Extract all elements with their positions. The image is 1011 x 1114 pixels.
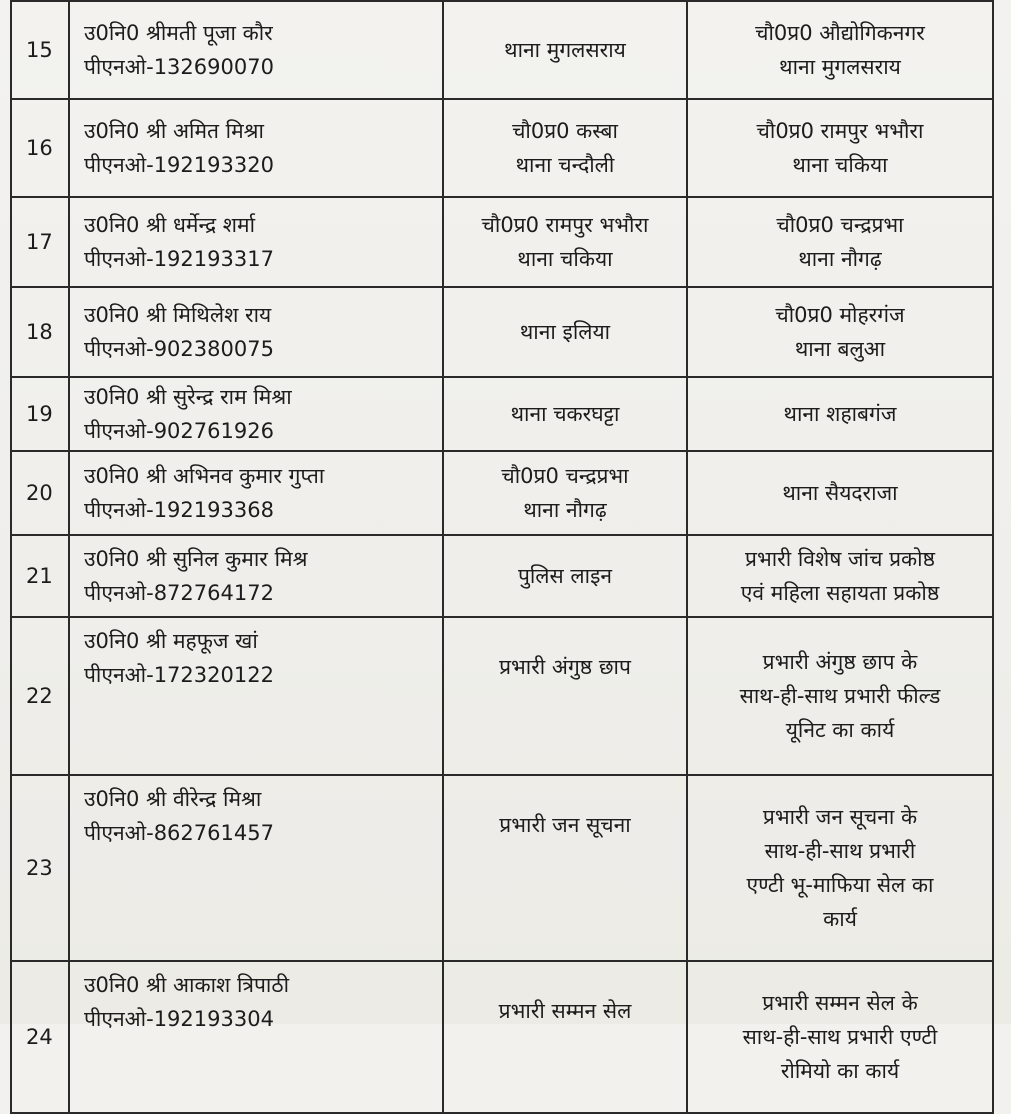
new-posting-line: प्रभारी अंगुष्ठ छाप के: [762, 650, 918, 674]
officer-name: उ0नि0 श्रीमती पूजा कौर: [84, 21, 273, 45]
current-posting-line: चौ0प्र0 रामपुर भभौरा: [481, 213, 649, 237]
new-posting-line: रोमियो का कार्य: [780, 1059, 900, 1083]
current-posting-line: थाना इलिया: [519, 320, 611, 344]
new-posting-line: चौ0प्र0 रामपुर भभौरा: [756, 119, 924, 143]
serial-number: 15: [11, 1, 69, 99]
current-posting: [443, 775, 687, 961]
officer-pno: पीएनओ-902761926: [84, 419, 274, 443]
officer-cell: [69, 535, 443, 617]
table-row: [11, 287, 993, 377]
officer-cell: [69, 451, 443, 535]
serial-number: 17: [11, 197, 69, 287]
current-posting-line: चौ0प्र0 कस्बा: [512, 119, 618, 143]
new-posting-line: थाना शहाबगंज: [783, 402, 897, 426]
officer-name: उ0नि0 श्री अभिनव कुमार गुप्ता: [84, 464, 325, 488]
new-posting-line: प्रभारी जन सूचना के: [762, 805, 918, 829]
table-row: [11, 1, 993, 99]
current-posting-line: चौ0प्र0 चन्द्रप्रभा: [501, 464, 629, 488]
current-posting-line: थाना चकिया: [517, 247, 613, 271]
current-posting-line: थाना चकरघट्टा: [510, 402, 620, 426]
new-posting: [687, 1, 993, 99]
new-posting: [687, 535, 993, 617]
table-row: [11, 617, 993, 775]
current-posting: [443, 617, 687, 775]
officer-cell: [69, 197, 443, 287]
serial-number: 18: [11, 287, 69, 377]
new-posting-line: थाना सैयदराजा: [782, 481, 898, 505]
new-posting-line: थाना चकिया: [792, 153, 888, 177]
new-posting-line: साथ-ही-साथ प्रभारी फील्ड: [739, 684, 941, 708]
new-posting: [687, 197, 993, 287]
officer-cell: [69, 287, 443, 377]
officer-name: उ0नि0 श्री धर्मेन्द्र शर्मा: [84, 213, 256, 237]
new-posting-line: चौ0प्र0 मोहरगंज: [775, 303, 905, 327]
current-posting: [443, 451, 687, 535]
new-posting-line: थाना बलुआ: [794, 337, 886, 361]
officer-name: उ0नि0 श्री अमित मिश्रा: [84, 119, 264, 143]
current-posting: [443, 287, 687, 377]
transfer-table: [10, 0, 994, 1114]
table-row: [11, 99, 993, 197]
table-row: [11, 961, 993, 1113]
serial-number: 22: [11, 617, 69, 775]
table-row: [11, 451, 993, 535]
new-posting-line: थाना नौगढ़: [798, 247, 882, 271]
table-row: [11, 377, 993, 451]
officer-pno: पीएनओ-172320122: [84, 663, 274, 687]
officer-pno: पीएनओ-902380075: [84, 337, 274, 361]
officer-pno: पीएनओ-192193317: [84, 247, 274, 271]
serial-number: 24: [11, 961, 69, 1113]
new-posting-line: प्रभारी सम्मन सेल के: [762, 991, 918, 1015]
officer-cell: [69, 377, 443, 451]
current-posting: [443, 535, 687, 617]
serial-number: 20: [11, 451, 69, 535]
new-posting-line: साथ-ही-साथ प्रभारी एण्टी: [742, 1025, 938, 1049]
new-posting: [687, 451, 993, 535]
officer-pno: पीएनओ-192193320: [84, 153, 274, 177]
current-posting-line: थाना नौगढ़: [523, 498, 607, 522]
new-posting-line: प्रभारी विशेष जांच प्रकोष्ठ: [745, 547, 935, 571]
officer-name: उ0नि0 श्री मिथिलेश राय: [84, 303, 272, 327]
new-posting-line: साथ-ही-साथ प्रभारी: [764, 839, 916, 863]
serial-number: 16: [11, 99, 69, 197]
new-posting: [687, 377, 993, 451]
current-posting-line: थाना मुगलसराय: [504, 38, 626, 62]
new-posting: [687, 99, 993, 197]
new-posting-line: थाना मुगलसराय: [779, 55, 901, 79]
officer-pno: पीएनओ-192193304: [84, 1007, 274, 1031]
officer-name: उ0नि0 श्री सुनिल कुमार मिश्र: [84, 547, 308, 571]
table-row: [11, 197, 993, 287]
serial-number: 21: [11, 535, 69, 617]
table-row: [11, 535, 993, 617]
new-posting-line: एवं महिला सहायता प्रकोष्ठ: [740, 581, 940, 605]
officer-name: उ0नि0 श्री सुरेन्द्र राम मिश्रा: [84, 385, 292, 409]
officer-cell: [69, 617, 443, 775]
new-posting-line: एण्टी भू-माफिया सेल का: [746, 873, 934, 897]
new-posting-line: कार्य: [823, 907, 857, 931]
officer-cell: [69, 961, 443, 1113]
officer-cell: [69, 1, 443, 99]
current-posting: [443, 961, 687, 1113]
current-posting: [443, 377, 687, 451]
new-posting-line: चौ0प्र0 चन्द्रप्रभा: [776, 213, 904, 237]
new-posting: [687, 775, 993, 961]
current-posting-line: प्रभारी सम्मन सेल: [498, 999, 632, 1023]
new-posting: [687, 287, 993, 377]
officer-cell: [69, 99, 443, 197]
current-posting-line: प्रभारी जन सूचना: [499, 813, 631, 837]
officer-pno: पीएनओ-872764172: [84, 581, 274, 605]
new-posting: [687, 617, 993, 775]
current-posting: [443, 197, 687, 287]
current-posting-line: थाना चन्दौली: [515, 153, 615, 177]
officer-name: उ0नि0 श्री आकाश त्रिपाठी: [84, 973, 290, 997]
officer-name: उ0नि0 श्री महफूज खां: [84, 629, 258, 653]
new-posting-line: चौ0प्र0 औद्योगिकनगर: [755, 21, 925, 45]
serial-number: 19: [11, 377, 69, 451]
officer-name: उ0नि0 श्री वीरेन्द्र मिश्रा: [84, 787, 262, 811]
officer-pno: पीएनओ-862761457: [84, 821, 274, 845]
serial-number: 23: [11, 775, 69, 961]
current-posting-line: प्रभारी अंगुष्ठ छाप: [499, 655, 631, 679]
new-posting-line: यूनिट का कार्य: [785, 718, 895, 742]
current-posting: [443, 1, 687, 99]
officer-pno: पीएनओ-132690070: [84, 55, 274, 79]
new-posting: [687, 961, 993, 1113]
table-row: [11, 775, 993, 961]
officer-pno: पीएनओ-192193368: [84, 498, 274, 522]
current-posting-line: पुलिस लाइन: [517, 564, 613, 588]
current-posting: [443, 99, 687, 197]
officer-cell: [69, 775, 443, 961]
